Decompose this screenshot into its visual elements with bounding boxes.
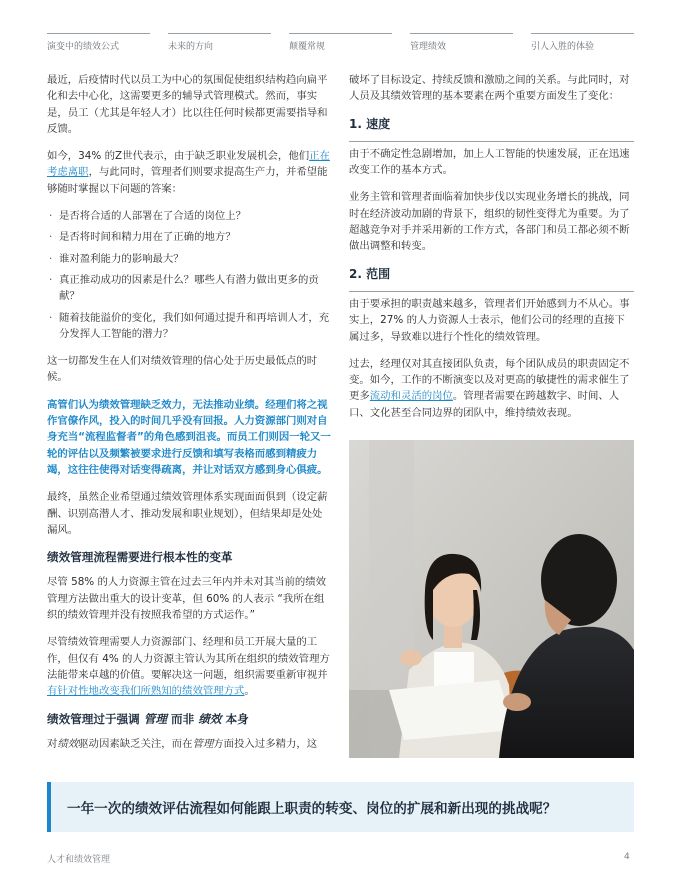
callout-question: 一年一次的绩效评估流程如何能跟上职责的转变、岗位的扩展和新出现的挑战呢？: [67, 801, 557, 817]
page-number: 4: [624, 852, 630, 862]
left-column: [47, 72, 331, 763]
list-item: · 真正推动成功的因素是什么？哪些人有潜力做出更多的贡献？: [47, 272, 331, 305]
text-span: 。管理者需要在跨越数字、时间、人口、文化甚至合同边界的团队中，维持绩效表现。: [349, 390, 620, 419]
paragraph: 尽管 58% 的人力资源主管在过去三年内并未对其当前的绩效管理方法做出重大的设计变革，但 60% 的人表示 “我所在组织的绩效管理并没有按照我希望的方式运作。”: [47, 576, 327, 622]
paragraph: [47, 634, 331, 699]
paragraph: [47, 736, 331, 752]
paragraph: [349, 356, 634, 421]
text-span: 方面投入过多精力，这: [213, 737, 318, 750]
paragraph: 业务主管和管理者面临着加快步伐以实现业务增长的挑战，同时在经济波动加剧的背景下，组织的韧性变得尤为重要。为了超越竞争对手并采用新的工作方式，各部门和员工都必须不断做出调整和转变。: [349, 191, 630, 253]
paragraph: 由于不确定性急剧增加，加上人工智能的快速发展，正在迅速改变工作的基本方式。: [349, 141, 634, 179]
right-column: [349, 72, 634, 432]
list-item: · 谁对盈利能力的影响最大？: [47, 251, 331, 267]
considering-leaving-link[interactable]: 正在考虑离职: [47, 150, 330, 179]
question-list: [47, 208, 331, 342]
footer-title: 人才和绩效管理: [47, 855, 111, 865]
nav-item-engaging-experience[interactable]: 引人入胜的体验: [531, 33, 634, 52]
heading-span: 本身: [221, 711, 249, 726]
heading-span: 绩效管理过于强调: [47, 711, 144, 726]
nav-item-managing-performance[interactable]: 管理绩效: [410, 33, 513, 52]
list-item: · 随着技能溢价的变化，我们如何通过提升和再培训人才，充分发挥人工智能的潜力？: [47, 310, 331, 343]
nav-item-disrupt-norms[interactable]: 颠覆常规: [289, 33, 392, 52]
change-performance-management-link[interactable]: 有针对性地改变我们所熟知的绩效管理方式: [47, 685, 245, 698]
text-span: 驱动因素缺乏关注，而在: [78, 737, 193, 750]
paragraph: 这一切都发生在人们对绩效管理的信心处于历史最低点的时候。: [47, 355, 318, 384]
text-span: 。: [244, 685, 255, 698]
text-span: ，与此同时，管理者们则要求提高生产力，并希望能够随时掌握以下问题的答案：: [47, 166, 328, 195]
paragraph: 最终，虽然企业希望通过绩效管理体系实现面面俱到（设定薪酬、识别高潜人才、推动发展和职业规划），但结果却是处处漏风。: [47, 491, 328, 536]
text-span: 如今，34% 的Z世代表示，由于缺乏职业发展机会，他们: [47, 150, 310, 163]
text-span: 过去，经理仅对其直接团队负责，每个团队成员的职责固定不变。如今，工作的不断演变以及对更高的敏捷性的需求催生了更多: [349, 357, 630, 403]
heading-emphasis: 管理: [143, 711, 167, 726]
meeting-illustration: [349, 440, 634, 758]
text-span: 尽管绩效管理需要人力资源部门、经理和员工开展大量的工作，但仅有 4% 的人力资源主管认为其所在组织的绩效管理方法能带来卓越的价值。要解决这一问题，组织需要重新审视并: [47, 636, 330, 681]
paragraph: 破坏了目标设定、持续反馈和激励之间的关系。与此同时，对人员及其绩效管理的基本要素在两个重要方面发生了变化：: [349, 74, 630, 103]
section-navigation: [47, 33, 634, 52]
paragraph: [47, 148, 331, 197]
section-heading-scope: 2. 范围: [349, 266, 391, 281]
list-item: · 是否将合适的人部署在了合适的岗位上？: [47, 208, 331, 224]
heading-emphasis: 绩效: [198, 711, 222, 726]
nav-item-evolving-formula[interactable]: 演变中的绩效公式: [47, 33, 150, 52]
section-heading: [47, 711, 331, 727]
heading-span: 而非: [167, 711, 199, 726]
text-span: 对: [47, 737, 58, 750]
flexible-roles-link[interactable]: 流动和灵活的岗位: [369, 390, 453, 403]
paragraph: 最近，后疫情时代以员工为中心的氛围促使组织结构趋向扁平化和去中心化，这需要更多的辅导式管理模式。然而，事实是，员工（尤其是年轻人才）比以往任何时候都更需要指导和反馈。: [47, 74, 328, 135]
meeting-photo: [349, 440, 634, 758]
callout-box: [47, 782, 634, 832]
text-emphasis: 绩效: [57, 737, 79, 750]
section-heading-speed: 1. 速度: [349, 116, 391, 131]
paragraph: 由于要承担的职责越来越多，管理者们开始感到力不从心。事实上，27% 的人力资源人士表示，他们公司的经理的直接下属过多，导致难以进行个性化的绩效管理。: [349, 291, 634, 345]
list-item: · 是否将时间和精力用在了正确的地方？: [47, 229, 331, 245]
highlighted-paragraph: 高管们认为绩效管理缺乏效力，无法推动业绩。经理们将之视作官僚作风，投入的时间几乎没有回报。人力资源部门则对自身充当“流程监督者”的角色感到沮丧。而员工们则因一轮又一轮的评估以及频繁被要求进行反馈和填写表格而感到精疲力竭，这往往使得对话变得疏离，并让对话双方感到身心俱疲。: [47, 398, 331, 476]
nav-item-future-direction[interactable]: 未来的方向: [168, 33, 271, 52]
text-emphasis: 管理: [192, 737, 214, 750]
section-heading: 绩效管理流程需要进行根本性的变革: [47, 550, 233, 565]
